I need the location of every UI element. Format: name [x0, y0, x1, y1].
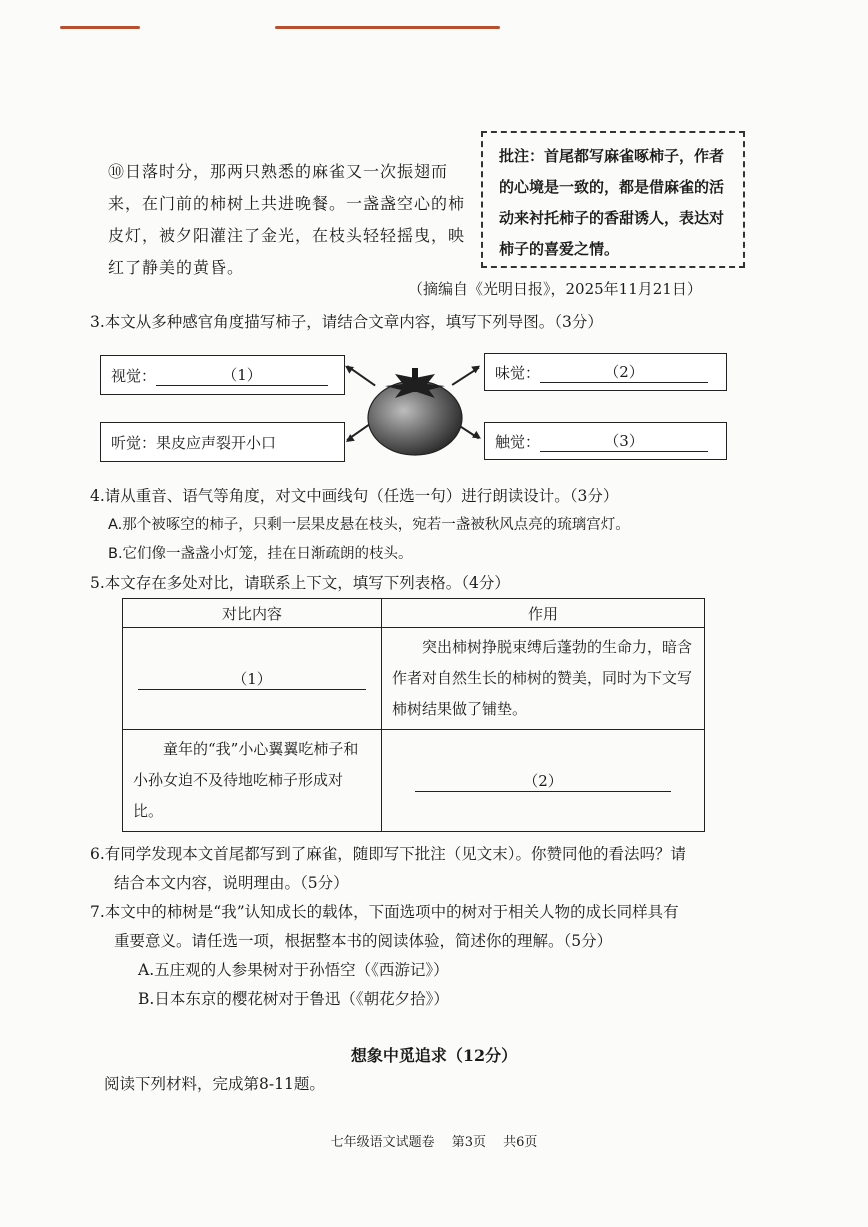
question-4-option-a: A.那个被啄空的柿子，只剩一层果皮悬在枝头，宛若一盏被秋风点亮的琉璃宫灯。 [108, 517, 630, 533]
taste-label: 味觉： [495, 363, 541, 382]
section-intro: 阅读下列材料，完成第8-11题。 [104, 1075, 325, 1093]
section-title: 想象中觅追求（12分） [350, 1046, 518, 1065]
annotation-box [481, 131, 745, 268]
top-decoration-right [275, 26, 500, 29]
touch-answer-blank[interactable]: （3） [540, 430, 708, 452]
row2-effect-blank[interactable]: （2） [415, 770, 671, 792]
hearing-value: 果皮应声裂开小口 [156, 433, 277, 452]
row1-effect: 突出柿树挣脱束缚后蓬勃的生命力，暗含作者对自然生长的柿树的赞美，同时为下文写柿树结果做了铺垫。 [392, 638, 693, 718]
comparison-table [122, 598, 705, 832]
hearing-box [100, 422, 345, 462]
visual-answer-blank[interactable]: （1） [156, 364, 328, 386]
question-7-line-1: 7.本文中的柿树是“我”认知成长的载体，下面选项中的树对于相关人物的成长同样具有 [90, 903, 679, 921]
question-3-stem: 3.本文从多种感官角度描写柿子，请结合文章内容，填写下列导图。（3分） [90, 313, 603, 331]
taste-box [484, 353, 727, 391]
question-6-line-2: 结合本文内容，说明理由。（5分） [114, 874, 349, 892]
page-footer: 七年级语文试题卷 第3页 共6页 [330, 1135, 538, 1150]
source-citation: （摘编自《光明日报》，2025年11月21日） [408, 280, 702, 298]
question-7-option-b: B.日本东京的樱花树对于鲁迅（《朝花夕拾》） [138, 990, 449, 1008]
row1-content-blank[interactable]: （1） [138, 668, 366, 690]
passage-text: ⑩日落时分，那两只熟悉的麻雀又一次振翅而来，在门前的柿树上共进晚餐。一盏盏空心的柿皮灯，被夕阳灌注了金光，在枝头轻轻摇曳，映红了静美的黄昏。 [108, 162, 466, 277]
visual-box [100, 355, 345, 395]
taste-answer-blank[interactable]: （2） [540, 361, 708, 383]
touch-box [484, 422, 727, 460]
question-4-option-b: B.它们像一盏盏小灯笼，挂在日渐疏朗的枝头。 [108, 546, 413, 562]
question-7-line-2: 重要意义。请任选一项，根据整本书的阅读体验，简述你的理解。（5分） [114, 932, 613, 950]
row2-content: 童年的“我”小心翼翼吃柿子和小孙女迫不及待地吃柿子形成对比。 [133, 740, 359, 820]
touch-label: 触觉： [495, 432, 541, 451]
question-7-option-a: A.五庄观的人参果树对于孙悟空（《西游记》） [138, 961, 449, 979]
hearing-label: 听觉： [111, 433, 157, 452]
top-decoration-left [60, 26, 140, 29]
persimmon-icon [365, 362, 465, 462]
header-content: 对比内容 [123, 599, 382, 628]
question-5-stem: 5.本文存在多处对比，请联系上下文，填写下列表格。（4分） [90, 574, 510, 592]
passage-paragraph [108, 156, 468, 284]
header-effect: 作用 [382, 599, 705, 628]
question-4-stem: 4.请从重音、语气等角度，对文中画线句（任选一句）进行朗读设计。（3分） [90, 487, 619, 505]
annotation-text: 批注：首尾都写麻雀啄柿子，作者的心境是一致的，都是借麻雀的活动来衬托柿子的香甜诱人，表达对柿子的喜爱之情。 [499, 147, 725, 258]
visual-label: 视觉： [111, 366, 157, 385]
question-6-line-1: 6.有同学发现本文首尾都写到了麻雀，随即写下批注（见文末）。你赞同他的看法吗？请 [90, 845, 687, 863]
